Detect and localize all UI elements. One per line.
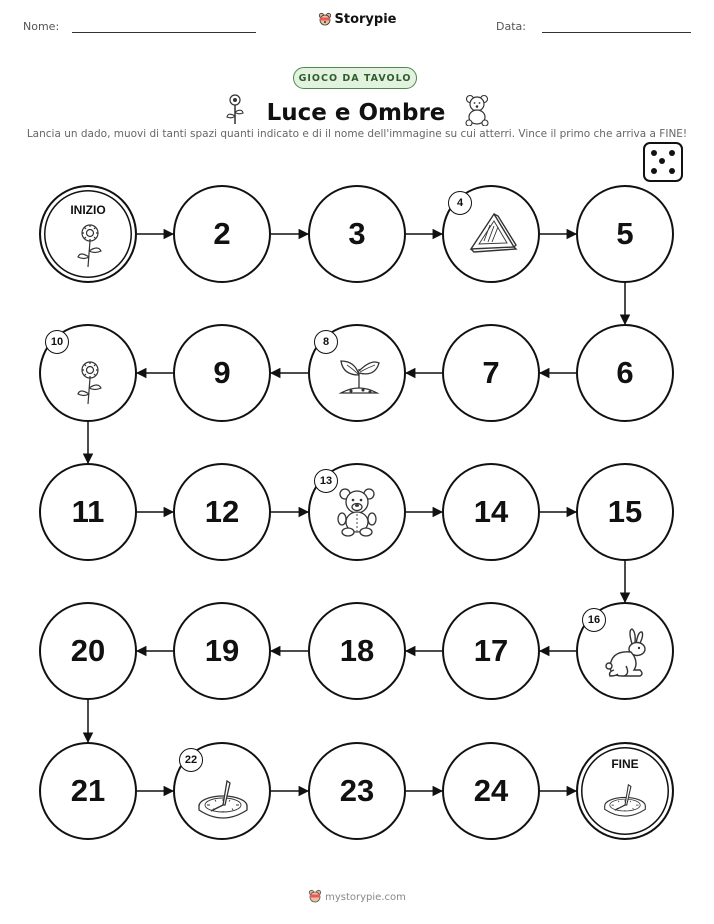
instructions: Lancia un dado, muovi di tanti spazi quanti indicato e di il nome dell'immagine su cui atterri. Vince il primo che arriva a FINE! [26, 128, 688, 140]
board-space-23 [308, 742, 406, 840]
board-space-10 [39, 324, 137, 422]
space-number: 19 [204, 633, 240, 668]
space-number-badge: 4 [448, 191, 472, 215]
board-space-19 [173, 602, 271, 700]
board-space-4 [442, 185, 540, 283]
space-number-badge: 10 [45, 330, 69, 354]
board-space-20 [39, 602, 137, 700]
space-number: 12 [204, 494, 240, 529]
space-number: 11 [71, 494, 105, 529]
space-number-badge: 13 [314, 469, 338, 493]
board-space-21 [39, 742, 137, 840]
space-number: 23 [339, 773, 375, 808]
space-number: 21 [70, 773, 106, 808]
board-space-14 [442, 463, 540, 561]
space-number-badge: 8 [314, 330, 338, 354]
footer [0, 889, 714, 906]
space-number: 3 [348, 216, 366, 251]
board-space-3 [308, 185, 406, 283]
space-number: 15 [607, 494, 643, 529]
space-number: 20 [70, 633, 106, 668]
game-tag: GIOCO DA TAVOLO [293, 67, 417, 89]
name-label: Nome: [23, 20, 60, 33]
board-space-18 [308, 602, 406, 700]
board-space-15 [576, 463, 674, 561]
board-space-8 [308, 324, 406, 422]
space-number: 2 [213, 216, 231, 251]
footer-url: mystorypie.com [325, 892, 406, 903]
board-space-2 [173, 185, 271, 283]
finish-label: FINE [611, 757, 639, 771]
board-space-11 [39, 463, 137, 561]
board-space-17 [442, 602, 540, 700]
space-number: 17 [473, 633, 509, 668]
space-number: 9 [213, 355, 231, 390]
space-number: 24 [473, 773, 509, 808]
space-number: 18 [339, 633, 375, 668]
board-space-6 [576, 324, 674, 422]
space-number: 7 [482, 355, 500, 390]
board-space-5 [576, 185, 674, 283]
board-space-22 [173, 742, 271, 840]
board-space-16 [576, 602, 674, 700]
finish-space [576, 742, 674, 840]
date-label: Data: [496, 20, 526, 33]
board-space-12 [173, 463, 271, 561]
board-space-7 [442, 324, 540, 422]
board-space-24 [442, 742, 540, 840]
space-number: 14 [473, 494, 509, 529]
space-number: 5 [616, 216, 634, 251]
space-number-badge: 22 [179, 748, 203, 772]
space-number: 6 [616, 355, 634, 390]
brand-name: Storypie [334, 12, 397, 27]
title-text: Luce e Ombre [266, 100, 446, 126]
space-number-badge: 16 [582, 608, 606, 632]
start-space [39, 185, 137, 283]
bear-logo-icon [308, 889, 322, 906]
board-space-13 [308, 463, 406, 561]
board-space-9 [173, 324, 271, 422]
start-label: INIZIO [70, 203, 106, 217]
